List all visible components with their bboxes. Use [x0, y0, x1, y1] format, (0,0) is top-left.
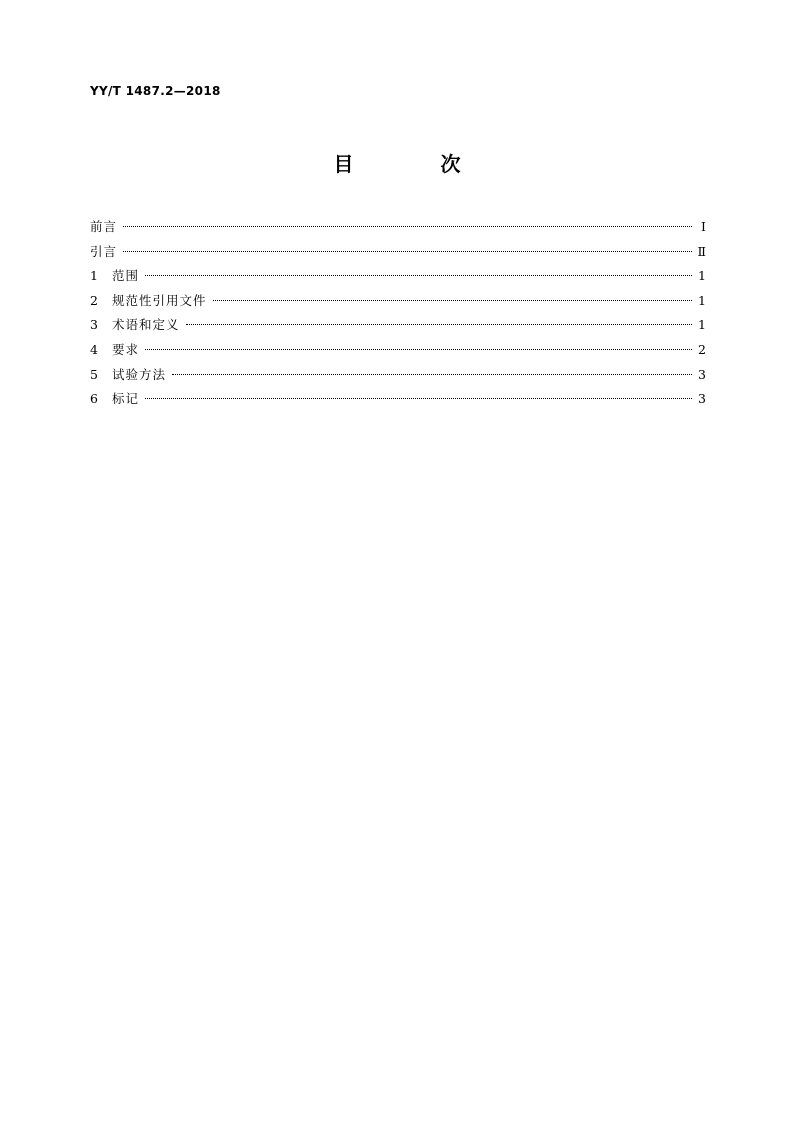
toc-entry-terms-definitions[interactable]: [90, 315, 706, 340]
toc-dot-leader: [172, 374, 692, 375]
toc-entry-label: 引言: [90, 243, 118, 259]
toc-entry-page: Ⅰ: [701, 219, 706, 234]
toc-entry-label: 范围: [112, 268, 140, 284]
toc-dot-leader: [145, 398, 692, 399]
toc-entry-page: 3: [698, 366, 706, 382]
toc-entry-page: 1: [698, 317, 706, 333]
toc-entry-normative-references[interactable]: [90, 291, 706, 316]
toc-entry-number: 5: [90, 366, 98, 382]
toc-entry-number: 3: [90, 317, 98, 333]
toc-entry-requirements[interactable]: [90, 340, 706, 365]
toc-title: 目 次: [333, 152, 501, 176]
toc-dot-leader: [145, 349, 692, 350]
toc-dot-leader: [145, 275, 692, 276]
toc-entry-number: 4: [90, 341, 98, 357]
toc-entry-label: 前言: [90, 219, 118, 234]
toc-entry-scope[interactable]: [90, 266, 706, 291]
toc-dot-leader: [123, 226, 692, 227]
toc-entry-foreword[interactable]: [90, 217, 706, 242]
toc-entry-label: 术语和定义: [112, 317, 180, 333]
toc-entry-page: Ⅱ: [697, 243, 706, 259]
standard-number: YY/T 1487.2—2018: [90, 84, 221, 98]
toc-entry-label: 要求: [112, 341, 140, 357]
toc-entry-number: 6: [90, 391, 98, 407]
toc-entry-marking[interactable]: [90, 389, 706, 414]
toc-entry-introduction[interactable]: [90, 242, 706, 267]
toc-entry-page: 3: [698, 391, 706, 407]
toc-dot-leader: [213, 300, 692, 301]
toc-entry-page: 1: [698, 268, 706, 284]
toc-entry-number: 2: [90, 292, 98, 308]
toc-entry-number: 1: [90, 268, 98, 284]
toc-entry-label: 标记: [112, 391, 140, 407]
toc-dot-leader: [186, 324, 692, 325]
toc-entry-page: 1: [698, 292, 706, 308]
toc-entry-page: 2: [698, 341, 706, 357]
toc-entry-label: 试验方法: [112, 366, 167, 382]
toc-dot-leader: [123, 251, 691, 252]
table-of-contents: [90, 217, 706, 414]
toc-entry-test-methods[interactable]: [90, 365, 706, 390]
toc-entry-label: 规范性引用文件: [112, 292, 207, 308]
